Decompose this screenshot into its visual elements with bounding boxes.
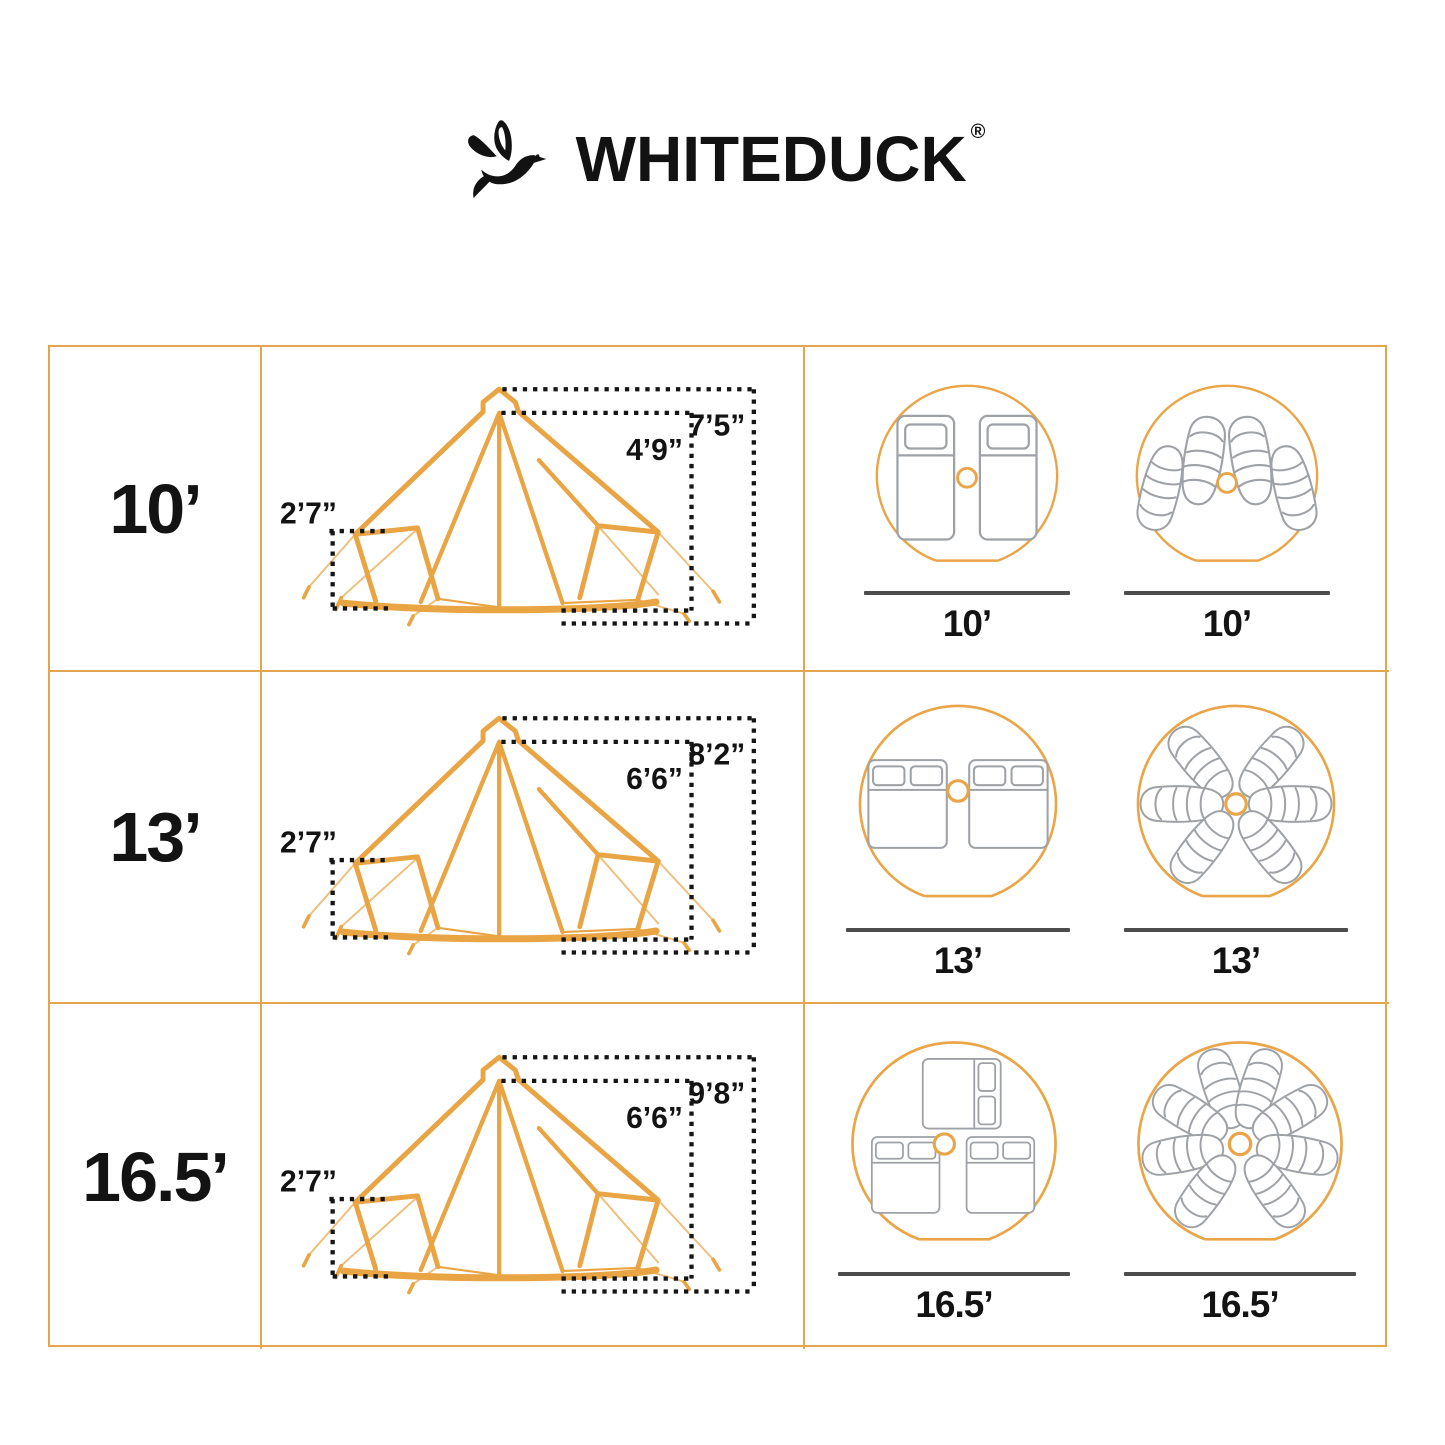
dim-center-height: 4’9” <box>626 434 683 468</box>
floor-plans-cell-16-5 <box>805 1004 1389 1349</box>
dim-wall-height: 2’7” <box>280 497 337 531</box>
tent-side-view-diagram <box>280 1041 785 1312</box>
tent-dimensions-cell-10 <box>262 347 805 672</box>
brand-name: WHITEDUCK <box>575 123 967 195</box>
floor-plan-sleeping-bags <box>1124 373 1330 645</box>
floor-plan-diameter-label: 16.5’ <box>1201 1283 1279 1325</box>
bed-layout-diagram <box>838 1028 1070 1260</box>
tent-size-label: 16.5’ <box>82 1137 228 1216</box>
registered-trademark: ® <box>970 121 986 143</box>
diameter-baseline <box>846 928 1070 932</box>
sleeping-bag-layout-diagram <box>1124 373 1330 579</box>
floor-plans-cell-13 <box>805 672 1389 1004</box>
floor-plan-sleeping-bags <box>1124 692 1348 982</box>
floor-plan-diameter-label: 16.5’ <box>915 1283 993 1325</box>
floor-plan-diameter-label: 10’ <box>942 602 992 644</box>
tent-side-view-diagram <box>280 702 785 973</box>
sleeping-bag-layout-diagram <box>1124 1028 1356 1260</box>
size-label-cell-16-5 <box>50 1004 262 1349</box>
floor-plan-mattresses <box>864 373 1070 645</box>
tent-size-label: 10’ <box>109 469 201 548</box>
size-label-cell-13 <box>50 672 262 1004</box>
sleeping-bag-layout-diagram <box>1124 692 1348 916</box>
diameter-baseline <box>864 591 1070 595</box>
dim-total-height: 9’8” <box>688 1077 746 1111</box>
floor-plan-sleeping-bags <box>1124 1028 1356 1326</box>
size-label-cell-10 <box>50 347 262 672</box>
dim-total-height: 7’5” <box>688 409 746 443</box>
dim-wall-height: 2’7” <box>280 826 337 860</box>
tent-dimensions-cell-16-5 <box>262 1004 805 1349</box>
dim-wall-height: 2’7” <box>280 1165 337 1199</box>
mattress-layout-diagram <box>864 373 1070 579</box>
brand-header <box>0 116 1445 202</box>
floor-plan-diameter-label: 10’ <box>1202 602 1252 644</box>
tent-dimensions-cell-13 <box>262 672 805 1004</box>
bed-layout-diagram <box>846 692 1070 916</box>
floor-plan-double-beds <box>838 1028 1070 1326</box>
floor-plans-cell-10 <box>805 347 1389 672</box>
diameter-baseline <box>1124 928 1348 932</box>
dim-total-height: 8’2” <box>688 737 746 771</box>
duck-logo-icon <box>460 116 560 202</box>
tent-size-label: 13’ <box>109 798 201 876</box>
diameter-baseline <box>1124 1272 1356 1276</box>
floor-plan-double-beds <box>846 692 1070 982</box>
floor-plan-diameter-label: 13’ <box>1211 940 1261 981</box>
diameter-baseline <box>838 1272 1070 1276</box>
floor-plan-diameter-label: 13’ <box>933 940 983 981</box>
size-comparison-table <box>48 345 1387 1347</box>
diameter-baseline <box>1124 591 1330 595</box>
dim-center-height: 6’6” <box>626 1102 683 1136</box>
tent-side-view-diagram <box>280 373 785 644</box>
dim-center-height: 6’6” <box>626 762 683 796</box>
